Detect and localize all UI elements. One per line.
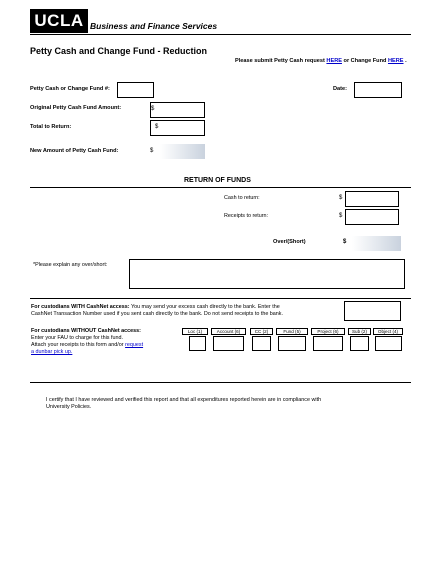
explain-label: *Please explain any over/short: (33, 262, 108, 268)
new-amount-dollar: $ (150, 148, 154, 154)
original-amount-field[interactable] (150, 102, 205, 118)
fau-header-cc: CC (2) (250, 328, 273, 335)
petty-cash-request-link[interactable]: HERE (326, 58, 342, 64)
receipts-to-return-field[interactable] (345, 209, 399, 225)
without-cashnet-line1: Enter your FAU to charge for this fund. (31, 335, 123, 341)
with-cashnet-line1: You may send your excess cash directly to the bank. Enter the (130, 304, 280, 310)
form-title: Petty Cash and Change Fund - Reduction (30, 46, 208, 56)
dunbar-request-link[interactable]: request (125, 342, 144, 348)
receipts-to-return-dollar: $ (339, 213, 343, 219)
total-return-dollar: $ (155, 124, 159, 130)
request-note-suffix: . (405, 58, 407, 64)
fau-header-sub: Sub (2) (348, 328, 371, 335)
return-rule (30, 187, 411, 188)
fau-account-field[interactable] (213, 336, 244, 351)
fau-object-field[interactable] (375, 336, 402, 351)
header-rule (30, 34, 411, 35)
fau-sub-field[interactable] (350, 336, 369, 351)
request-note (235, 58, 407, 64)
fau-project-field[interactable] (313, 336, 343, 351)
without-cashnet-text (31, 328, 143, 356)
fund-number-label: Petty Cash or Change Fund #: (30, 86, 110, 92)
with-cashnet-text (31, 304, 283, 318)
custodians-rule-bottom (30, 382, 411, 383)
fau-fund-field[interactable] (278, 336, 306, 351)
cash-to-return-label: Cash to return: (224, 195, 260, 201)
ucla-logo: UCLA (30, 9, 88, 33)
overshort-dollar: $ (343, 239, 347, 245)
new-amount-field[interactable] (160, 144, 205, 159)
certification-line2: University Policies. (46, 404, 92, 410)
fau-header-loc: Loc (1) (182, 328, 208, 335)
return-of-funds-heading: RETURN OF FUNDS (184, 177, 251, 184)
dunbar-pickup-link[interactable]: a dunbar pick up. (31, 349, 73, 355)
cashnet-transaction-field[interactable] (344, 301, 401, 321)
fau-header-object: Object (4) (373, 328, 403, 335)
with-cashnet-line2: CashNet Transaction Number used if you sent cash directly to the bank. Do not send receipts to the bank. (31, 311, 283, 317)
receipts-to-return-label: Receipts to return: (224, 213, 269, 219)
custodians-rule-top (30, 298, 411, 299)
fau-cc-field[interactable] (252, 336, 271, 351)
without-cashnet-bold: For custodians WITHOUT CashNet access: (31, 328, 141, 334)
request-note-mid: or Change Fund (343, 58, 387, 64)
explain-field[interactable] (129, 259, 405, 289)
overshort-label: Over/(Short) (273, 239, 306, 245)
cash-to-return-field[interactable] (345, 191, 399, 207)
original-amount-dollar: $ (151, 106, 155, 112)
fau-header-fund: Fund (5) (276, 328, 308, 335)
with-cashnet-bold: For custodians WITH CashNet access: (31, 304, 130, 310)
change-fund-request-link[interactable]: HERE (387, 58, 404, 64)
date-field[interactable] (354, 82, 402, 98)
request-note-prefix: Please submit Petty Cash request (235, 58, 325, 64)
fau-loc-field[interactable] (189, 336, 206, 351)
new-amount-label: New Amount of Petty Cash Fund: (30, 148, 119, 154)
total-return-label: Total to Return: (30, 124, 72, 130)
fund-number-field[interactable] (117, 82, 154, 98)
without-cashnet-line2: Attach your receipts to this form and/or (31, 342, 124, 348)
fau-header-project: Project (6) (311, 328, 345, 335)
date-label: Date: (333, 86, 347, 92)
total-return-field[interactable] (150, 120, 205, 136)
original-amount-label: Original Petty Cash Fund Amount: (30, 105, 122, 111)
certification-text (46, 397, 321, 411)
department-name: Business and Finance Services (90, 21, 218, 31)
cash-to-return-dollar: $ (339, 195, 343, 201)
fau-header-account: Account (6) (211, 328, 246, 335)
overshort-field[interactable] (352, 236, 401, 251)
certification-line1: I certify that I have reviewed and verified this report and that all expenditures reported herein are in compliance with (46, 397, 322, 403)
